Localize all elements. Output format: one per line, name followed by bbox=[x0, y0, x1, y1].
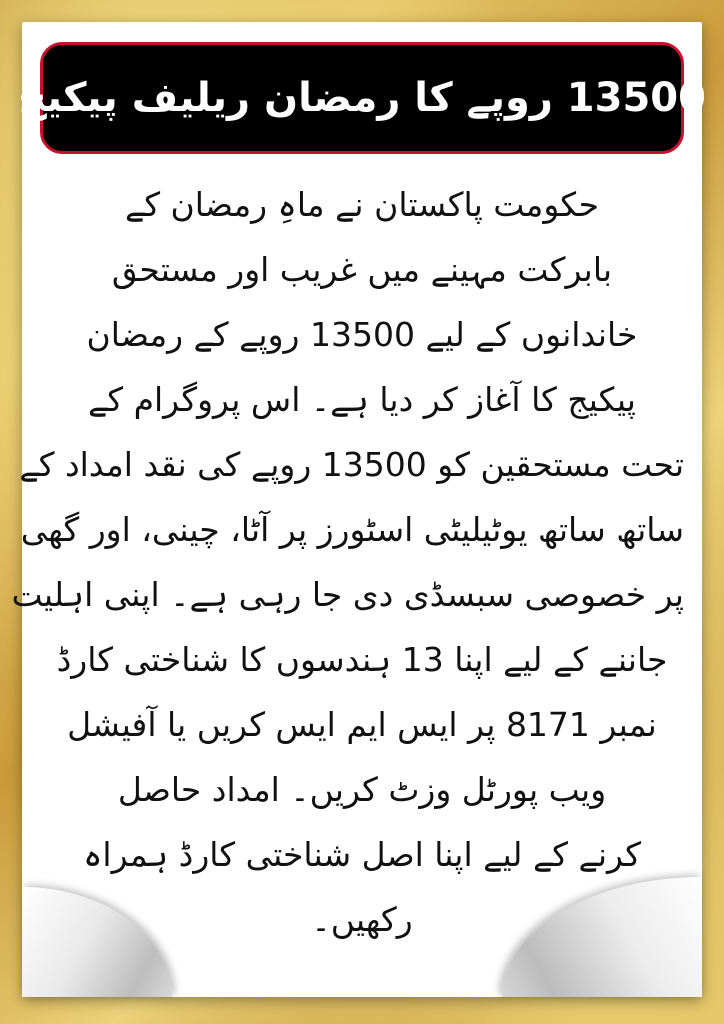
body-line: ویب پورٹل وزٹ کریں۔ امداد حاصل bbox=[117, 770, 607, 809]
body-line: خاندانوں کے لیے 13500 روپے کے رمضان bbox=[86, 315, 638, 354]
body-line: تحت مستحقین کو 13500 روپے کی نقد امداد کے bbox=[19, 445, 684, 484]
body-line: نمبر 8171 پر ایس ایم ایس کریں یا آفیشل bbox=[67, 705, 657, 744]
body-paragraph bbox=[11, 172, 684, 952]
body-line: بابرکت مہینے میں غریب اور مستحق bbox=[111, 250, 613, 289]
body-line: حکومت پاکستان نے ماہِ رمضان کے bbox=[125, 185, 599, 224]
body-line: جاننے کے لیے اپنا 13 ہندسوں کا شناختی کارڈ bbox=[56, 640, 668, 679]
page-title: 13500 روپے کا رمضان ریلیف پیکیج bbox=[18, 75, 706, 121]
body-line: رکھیں۔ bbox=[311, 900, 413, 939]
body-line: کرنے کے لیے اپنا اصل شناختی کارڈ ہمراہ bbox=[83, 835, 641, 874]
title-banner bbox=[18, 42, 706, 154]
body-line: پیکیج کا آغاز کر دیا ہے۔ اس پروگرام کے bbox=[88, 380, 636, 419]
body-line: ساتھ ساتھ یوٹیلیٹی اسٹورز پر آٹا، چینی، اور گھی bbox=[20, 510, 684, 549]
body-line: پر خصوصی سبسڈی دی جا رہی ہے۔ اپنی اہلیت bbox=[11, 575, 684, 614]
